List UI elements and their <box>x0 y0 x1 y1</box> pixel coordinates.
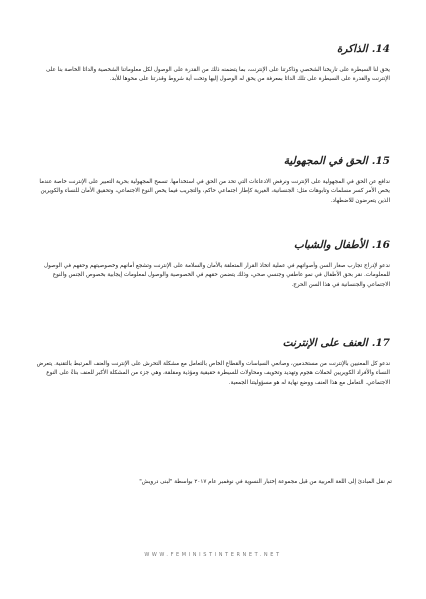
section-online-violence <box>34 336 390 388</box>
section-body: ندعو لإدراج تجارب صغار السن وأصواتهم في عملية اتخاذ القرار المتعلقة بالأمان والسلامة على الإنترنت وتشجع أمانهم وخصوصيتهم وحقهم في الوصول للمعلومات. نقر بحق الأطفال في نمو عاطفي وجنسي صحي، وذلك يتضمن حقهم في الخصوصية والوصول لمعلومات إيجابية بخصوص الجنس والنوع الاجتماعي والجنسانية في هذا السن الحرج. <box>44 263 390 288</box>
section-title: الحق في المجهولية <box>283 155 368 167</box>
section-title: الذاكرة <box>336 43 368 55</box>
section-body: يحق لنا السيطرة على تاريخنا الشخصي وذاكرتنا على الإنترنت، بما يتضمنه ذلك من القدرة على الوصول لكل معلوماتنا الشخصية والدائا الخاصة بنا على الإنترنت والقدرة على السيطرة على تلك الدائا بمعرفة من يحق له الوصول إليها وتحت أية شروط وقدرتنا على محوها للأبد. <box>46 67 390 83</box>
translation-credit: تم نقل المبادئ إلى اللغة العربية من قبل مجموعة إختبار النسوية في نوفمبر عام ٢٠١٧ بواسطة "لبنى درويش" <box>139 479 392 485</box>
section-number: 15. <box>371 155 390 167</box>
section-memory <box>34 42 390 85</box>
section-heading <box>34 336 390 350</box>
section-heading <box>34 238 390 252</box>
section-anonymity <box>34 154 390 206</box>
section-number: 14. <box>371 43 390 55</box>
footer-url: WWW.FEMINISTINTERNET.NET <box>144 552 282 558</box>
section-heading <box>34 154 390 168</box>
section-body: ندعو كل المعنيين بالإنترنت من مستخدمين، وصانعي السياسات والقطاع الخاص بالتعامل مع مشكلة التحرش على الإنترنت والعنف المرتبط بالتقنية. يتعرض النساء والأفراد الكويريين لحملات هجوم وتهديد وتخويف ومحاولات للسيطرة حقيقية ومؤذية ومقلقة، وهي جزء من المشكلة الأكبر للعنف بناءً على النوع الاجتماعي. التعامل مع هذا العنف ووضع نهاية له هو مسؤوليتنا الجمعية. <box>36 361 390 386</box>
section-body: ندافع عن الحق في المجهولية على الإنترنت ونرفض الادعاءات التي تحد من الحق في استخدامها. تسمح المجهولية بحرية التعبير على الإنترنت خاصة عندما يخص الأمر كسر مسلمات وتابوهات مثل: الجنسانية، الغيرية كإطار اجتماعي حاكم، والتجريب فيما يخص النوع الاجتماعي، وتحقيق الأمان للنساء والكويرين الذين يتعرضون للاضطهاد. <box>39 179 390 204</box>
section-title: الأطفال والشباب <box>293 239 368 251</box>
section-heading <box>34 42 390 56</box>
section-title: العنف على الإنترنت <box>282 337 368 349</box>
section-number: 17. <box>371 337 390 349</box>
section-number: 16. <box>371 239 390 251</box>
section-children-youth <box>34 238 390 290</box>
